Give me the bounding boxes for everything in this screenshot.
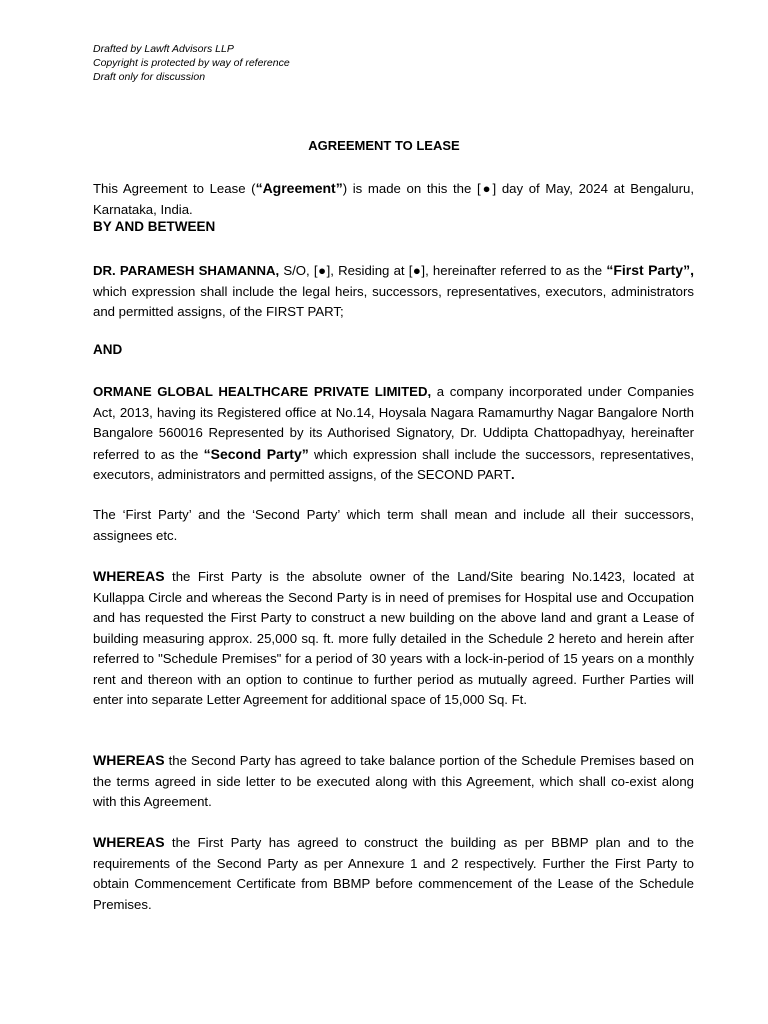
whereas-paragraph-3 (93, 832, 694, 915)
second-party-term: “Second Party” (203, 445, 309, 462)
document-title: AGREEMENT TO LEASE (308, 138, 460, 153)
whereas-1-text: the First Party is the absolute owner of the Land/Site bearing No.1423, located at Kullappa Circle and whereas the Second Party is in need of premises for Hospital use and Occupation and has requested the First Party to construct a new building on the above land and grant a Lease of building measuring approx. 25,000 sq. ft. more fully detailed in the Schedule 2 hereto and herein after referred to "Schedule Premises" for a period of 30 years with a lock-in-period of 15 years on a monthly rent and thereon with an option to continue to further period as mutually agreed. Further Parties will enter into separate Letter Agreement for additional space of 15,000 Sq. Ft. (93, 569, 694, 707)
intro-paragraph (93, 178, 694, 220)
first-party-text-1: S/O, [●], Residing at [●], hereinafter referred to as the (279, 263, 607, 278)
by-and-between-heading: BY AND BETWEEN (93, 219, 216, 234)
whereas-1-lead: WHEREAS (93, 568, 165, 584)
whereas-3-lead: WHEREAS (93, 834, 165, 850)
second-party-end: . (511, 467, 515, 482)
intro-post: ) is made on this the [●] day of May, 2024 at Bengaluru, Karnataka, India. (93, 181, 694, 217)
header-line-3: Draft only for discussion (93, 71, 206, 83)
second-party-paragraph (93, 382, 694, 486)
intro-pre: This Agreement to Lease ( (93, 181, 256, 196)
draft-header (93, 42, 290, 84)
parties-paragraph (93, 505, 694, 546)
second-party-name: ORMANE GLOBAL HEALTHCARE PRIVATE LIMITED, (93, 384, 432, 399)
second-party-text-2: which expression shall include the successors, representatives, executors, administrators and permitted assigns, of the SECOND PART (93, 446, 694, 482)
whereas-2-lead: WHEREAS (93, 752, 165, 768)
second-party-text-1: a company incorporated under Companies Act, 2013, having its Registered office at No.14, Hoysala Nagara Ramamurthy Nagar Bangalore North Bangalore 560016 Represented by its Authorised Signatory, Dr. Uddipta Chattopadhyay, hereinafter referred to as the (93, 384, 694, 462)
whereas-paragraph-2 (93, 750, 694, 813)
and-heading: AND (93, 342, 123, 357)
parties-text: The ‘First Party’ and the ‘Second Party’ which term shall mean and include all their successors, assignees etc. (93, 507, 694, 543)
whereas-paragraph-1 (93, 566, 694, 711)
header-line-2: Copyright is protected by way of reference (93, 57, 290, 69)
first-party-term: “First Party”, (606, 262, 694, 278)
whereas-2-text: the Second Party has agreed to take balance portion of the Schedule Premises based on the terms agreed in side letter to be executed along with this Agreement, which shall co-exist along with this Agreement. (93, 753, 694, 809)
intro-term: “Agreement” (255, 180, 343, 196)
first-party-paragraph (93, 260, 694, 323)
first-party-text-2: which expression shall include the legal heirs, successors, representatives, executors, administrators and permitted assigns, of the FIRST PART; (93, 283, 694, 319)
header-line-1: Drafted by Lawft Advisors LLP (93, 43, 234, 55)
first-party-name: DR. PARAMESH SHAMANNA, (93, 263, 280, 278)
whereas-3-text: the First Party has agreed to construct the building as per BBMP plan and to the requirements of the Second Party as per Annexure 1 and 2 respectively. Further the First Party to obtain Commencement Certificate from BBMP before commencement of the Lease of the Schedule Premises. (93, 835, 694, 912)
